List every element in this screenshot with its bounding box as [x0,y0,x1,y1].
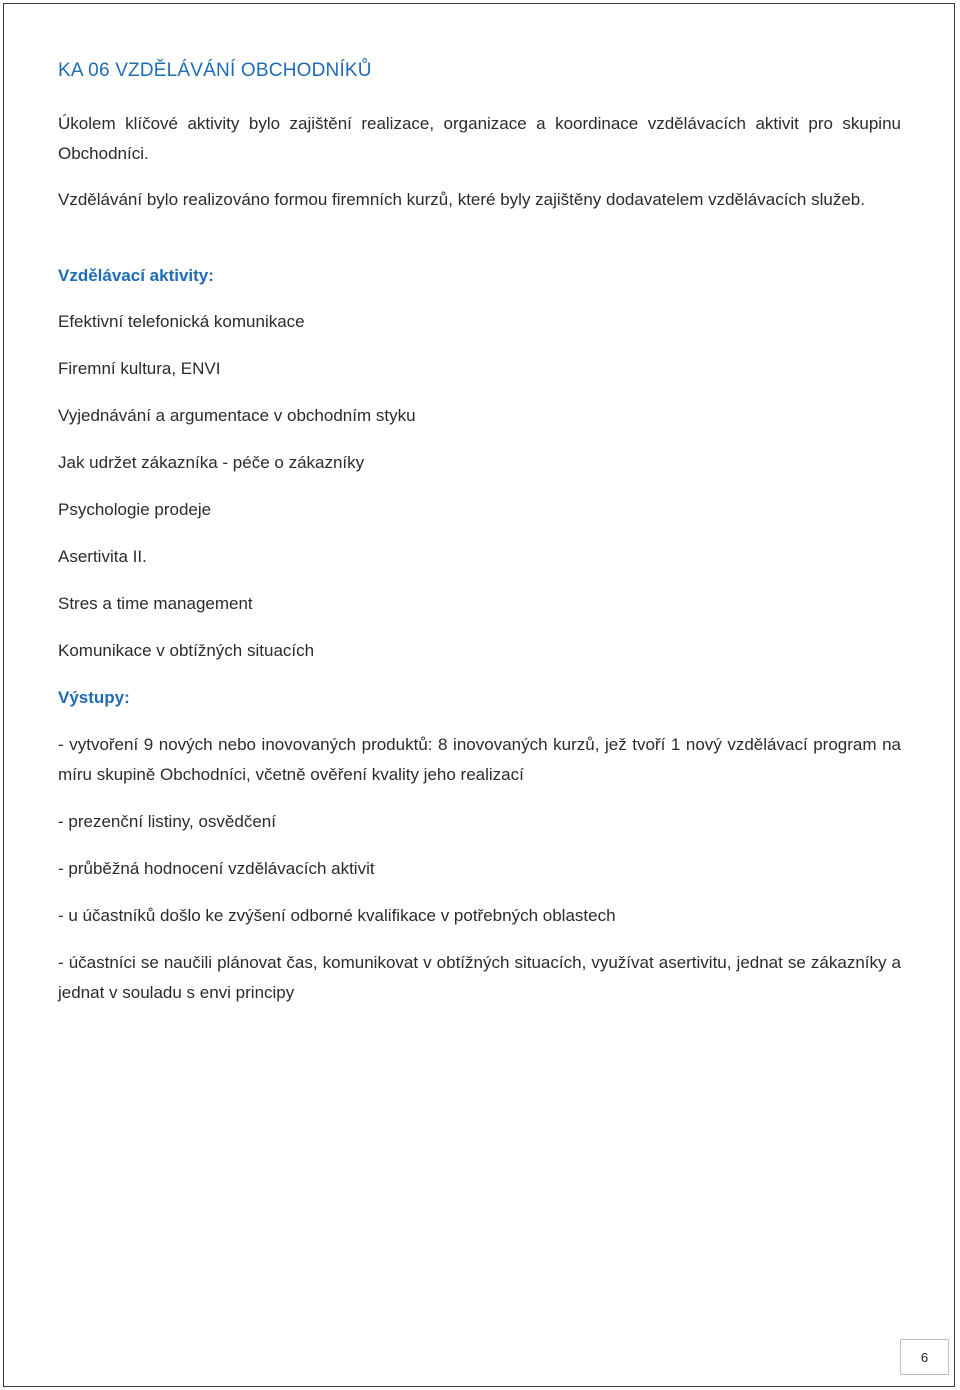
activity-item: Psychologie prodeje [58,500,212,519]
activity-item: Efektivní telefonická komunikace [58,312,305,331]
activity-item: Stres a time management [58,594,253,613]
output-item: - průběžná hodnocení vzdělávacích aktivit [58,859,375,878]
outputs-heading: Výstupy: [58,688,130,707]
activity-item: Asertivita II. [58,547,147,566]
output-item: - u účastníků došlo ke zvýšení odborné kvalifikace v potřebných oblastech [58,906,616,925]
activities-heading: Vzdělávací aktivity: [58,266,214,285]
activity-item: Komunikace v obtížných situacích [58,641,315,660]
output-item: - prezenční listiny, osvědčení [58,812,276,831]
activity-item: Vyjednávání a argumentace v obchodním styku [58,406,416,425]
output-item: - vytvoření 9 nových nebo inovovaných produktů: 8 inovovaných kurzů, jež tvoří 1 nový vzdělávací program na míru skupině Obchodníci, včetně ověření kvality jeho realizací [58,735,901,784]
activity-item: Firemní kultura, ENVI [58,359,221,378]
delivery-paragraph: Vzdělávání bylo realizováno formou firemních kurzů, které byly zajištěny dodavatelem vzdělávacích služeb. [58,190,865,209]
section-heading: KA 06 VZDĚLÁVÁNÍ OBCHODNÍKŮ [58,60,372,81]
intro-paragraph: Úkolem klíčové aktivity bylo zajištění realizace, organizace a koordinace vzdělávacích aktivit pro skupinu Obchodníci. [58,114,901,163]
activity-item: Jak udržet zákazníka - péče o zákazníky [58,453,365,472]
output-item: - účastníci se naučili plánovat čas, komunikovat v obtížných situacích, využívat asertivitu, jednat se zákazníky a jednat v souladu s envi principy [58,953,901,1002]
page-number: 6 [900,1339,949,1375]
